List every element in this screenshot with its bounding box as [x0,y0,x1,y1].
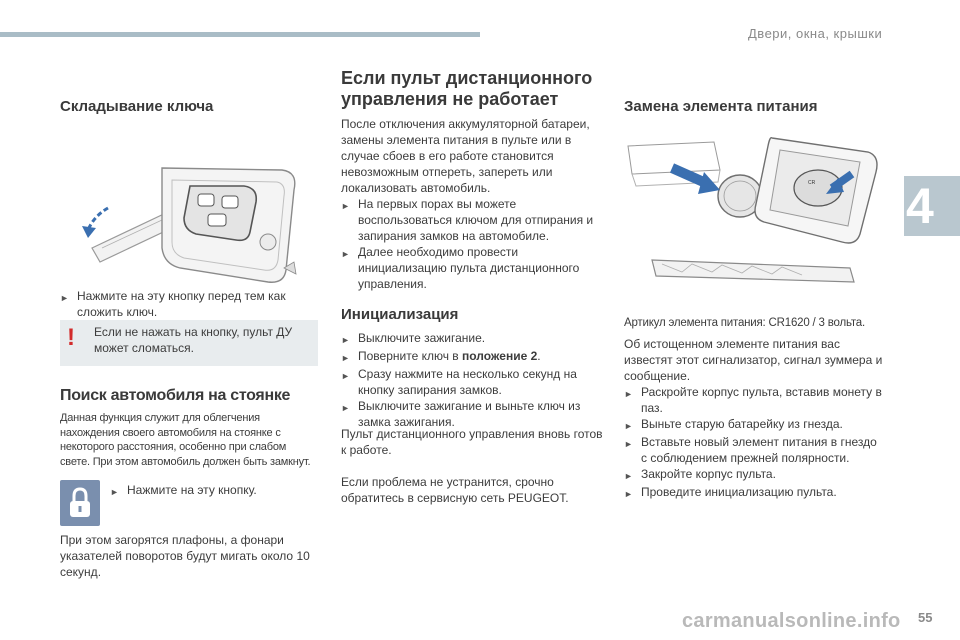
key-blade-icon [652,260,854,282]
lock-button-badge [60,480,100,526]
list-item: ► Поверните ключ в положение 2. [341,348,603,366]
chapter-tab: 4 [904,176,960,236]
bullet-marker-icon: ► [624,489,633,499]
bullet-marker-icon: ► [341,353,350,363]
service-note-text: Если проблема не устранится, срочно обратитесь в сервисную сеть PEUGEOT. [341,475,569,505]
bullet-marker-icon: ► [110,487,119,497]
list-item: ► Проведите инициализацию пульта. [624,484,886,502]
warning-text: Если не нажать на кнопку, пульт ДУ может сломаться. [94,325,293,355]
battery-replacement-illustration [622,126,884,301]
fold-bullet: ► Нажмите на эту кнопку перед тем как сложить ключ. [60,289,286,319]
remote-not-working-title: Если пульт дистанционного управления не работает [341,68,593,109]
padlock-icon [60,480,100,526]
fold-direction-arrow-icon [82,208,108,238]
list-item: ► Выключите зажигание. [341,330,603,348]
battery-part-number: Артикул элемента питания: CR1620 / 3 вольта. [624,317,865,329]
init-result-text: Пульт дистанционного управления вновь готов к работе. [341,427,603,457]
insert-arrow-icon [672,168,720,194]
list-item: ► Сразу нажмите на несколько секунд на кнопку запирания замков. [341,367,577,397]
list-item: ► Далее необходимо провести инициализацию пульта дистанционного управления. [341,245,580,291]
key-fob-icon [162,168,296,282]
battery-steps [624,384,886,502]
list-item: ► Закройте корпус пульта. [624,466,886,484]
fold-key-title: Складывание ключа [60,98,214,115]
init-bullets [341,330,603,430]
warning-exclamation-icon: ! [67,324,75,351]
list-item: ► Вставьте новый элемент питания в гнездо с соблюдением прежней полярности. [624,435,877,465]
bullet-marker-icon: ► [60,293,69,303]
list-item: ► Выключите зажигание и выньте ключ из замка зажигания. [341,399,581,429]
locate-vehicle-text: Данная функция служит для облегчения нахождения своего автомобиля на стоянке с некоторого расстояния, особенно при слабом свете. При этом автомобиль должен быть замкнут. [60,412,311,468]
bullet-marker-icon: ► [624,389,633,399]
locate-vehicle-title: Поиск автомобиля на стоянке [60,387,291,404]
key-illustration [72,150,312,290]
locate-bullet: ► Нажмите на эту кнопку. [110,482,310,500]
page-number: 55 [918,610,933,625]
key-position-label: положение 2 [462,349,538,363]
bullet-marker-icon: ► [341,249,350,259]
bullet-marker-icon: ► [341,403,350,413]
list-item: ► Выньте старую батарейку из гнезда. [624,416,886,434]
warning-note [60,320,318,366]
svg-text:CR: CR [808,180,816,186]
battery-compartment-icon [755,138,877,243]
list-item: ► Раскройте корпус пульта, вставив монету в паз. [624,385,882,415]
bullet-marker-icon: ► [624,471,633,481]
remote-bullets [341,196,603,292]
bullet-marker-icon: ► [341,201,350,211]
watermark: carmanualsonline.info [682,610,901,632]
initialization-title: Инициализация [341,306,459,323]
bullet-marker-icon: ► [624,421,633,431]
running-header: Двери, окна, крышки [748,26,883,41]
header-bar [0,32,480,37]
bullet-marker-icon: ► [341,371,350,381]
bullet-marker-icon: ► [341,335,350,345]
list-item: ► На первых порах вы можете воспользоваться ключом для отпирания и запирания замков на автомобиле. [341,197,594,243]
low-battery-alert-text: Об истощенном элементе питания вас известят этот сигнализатор, сигнал зуммера и сообщение. [624,337,883,383]
bullet-marker-icon: ► [624,439,633,449]
battery-replacement-title: Замена элемента питания [624,98,818,115]
locate-result-text: При этом загорятся плафоны, а фонари указателей поворотов будут мигать около 10 секунд. [60,533,310,579]
remote-intro-text: После отключения аккумуляторной батареи, замены элемента питания в пульте или в случае сбоев в его работе становится невозможным отпереть, запереть или локализовать автомобиль. [341,117,590,195]
